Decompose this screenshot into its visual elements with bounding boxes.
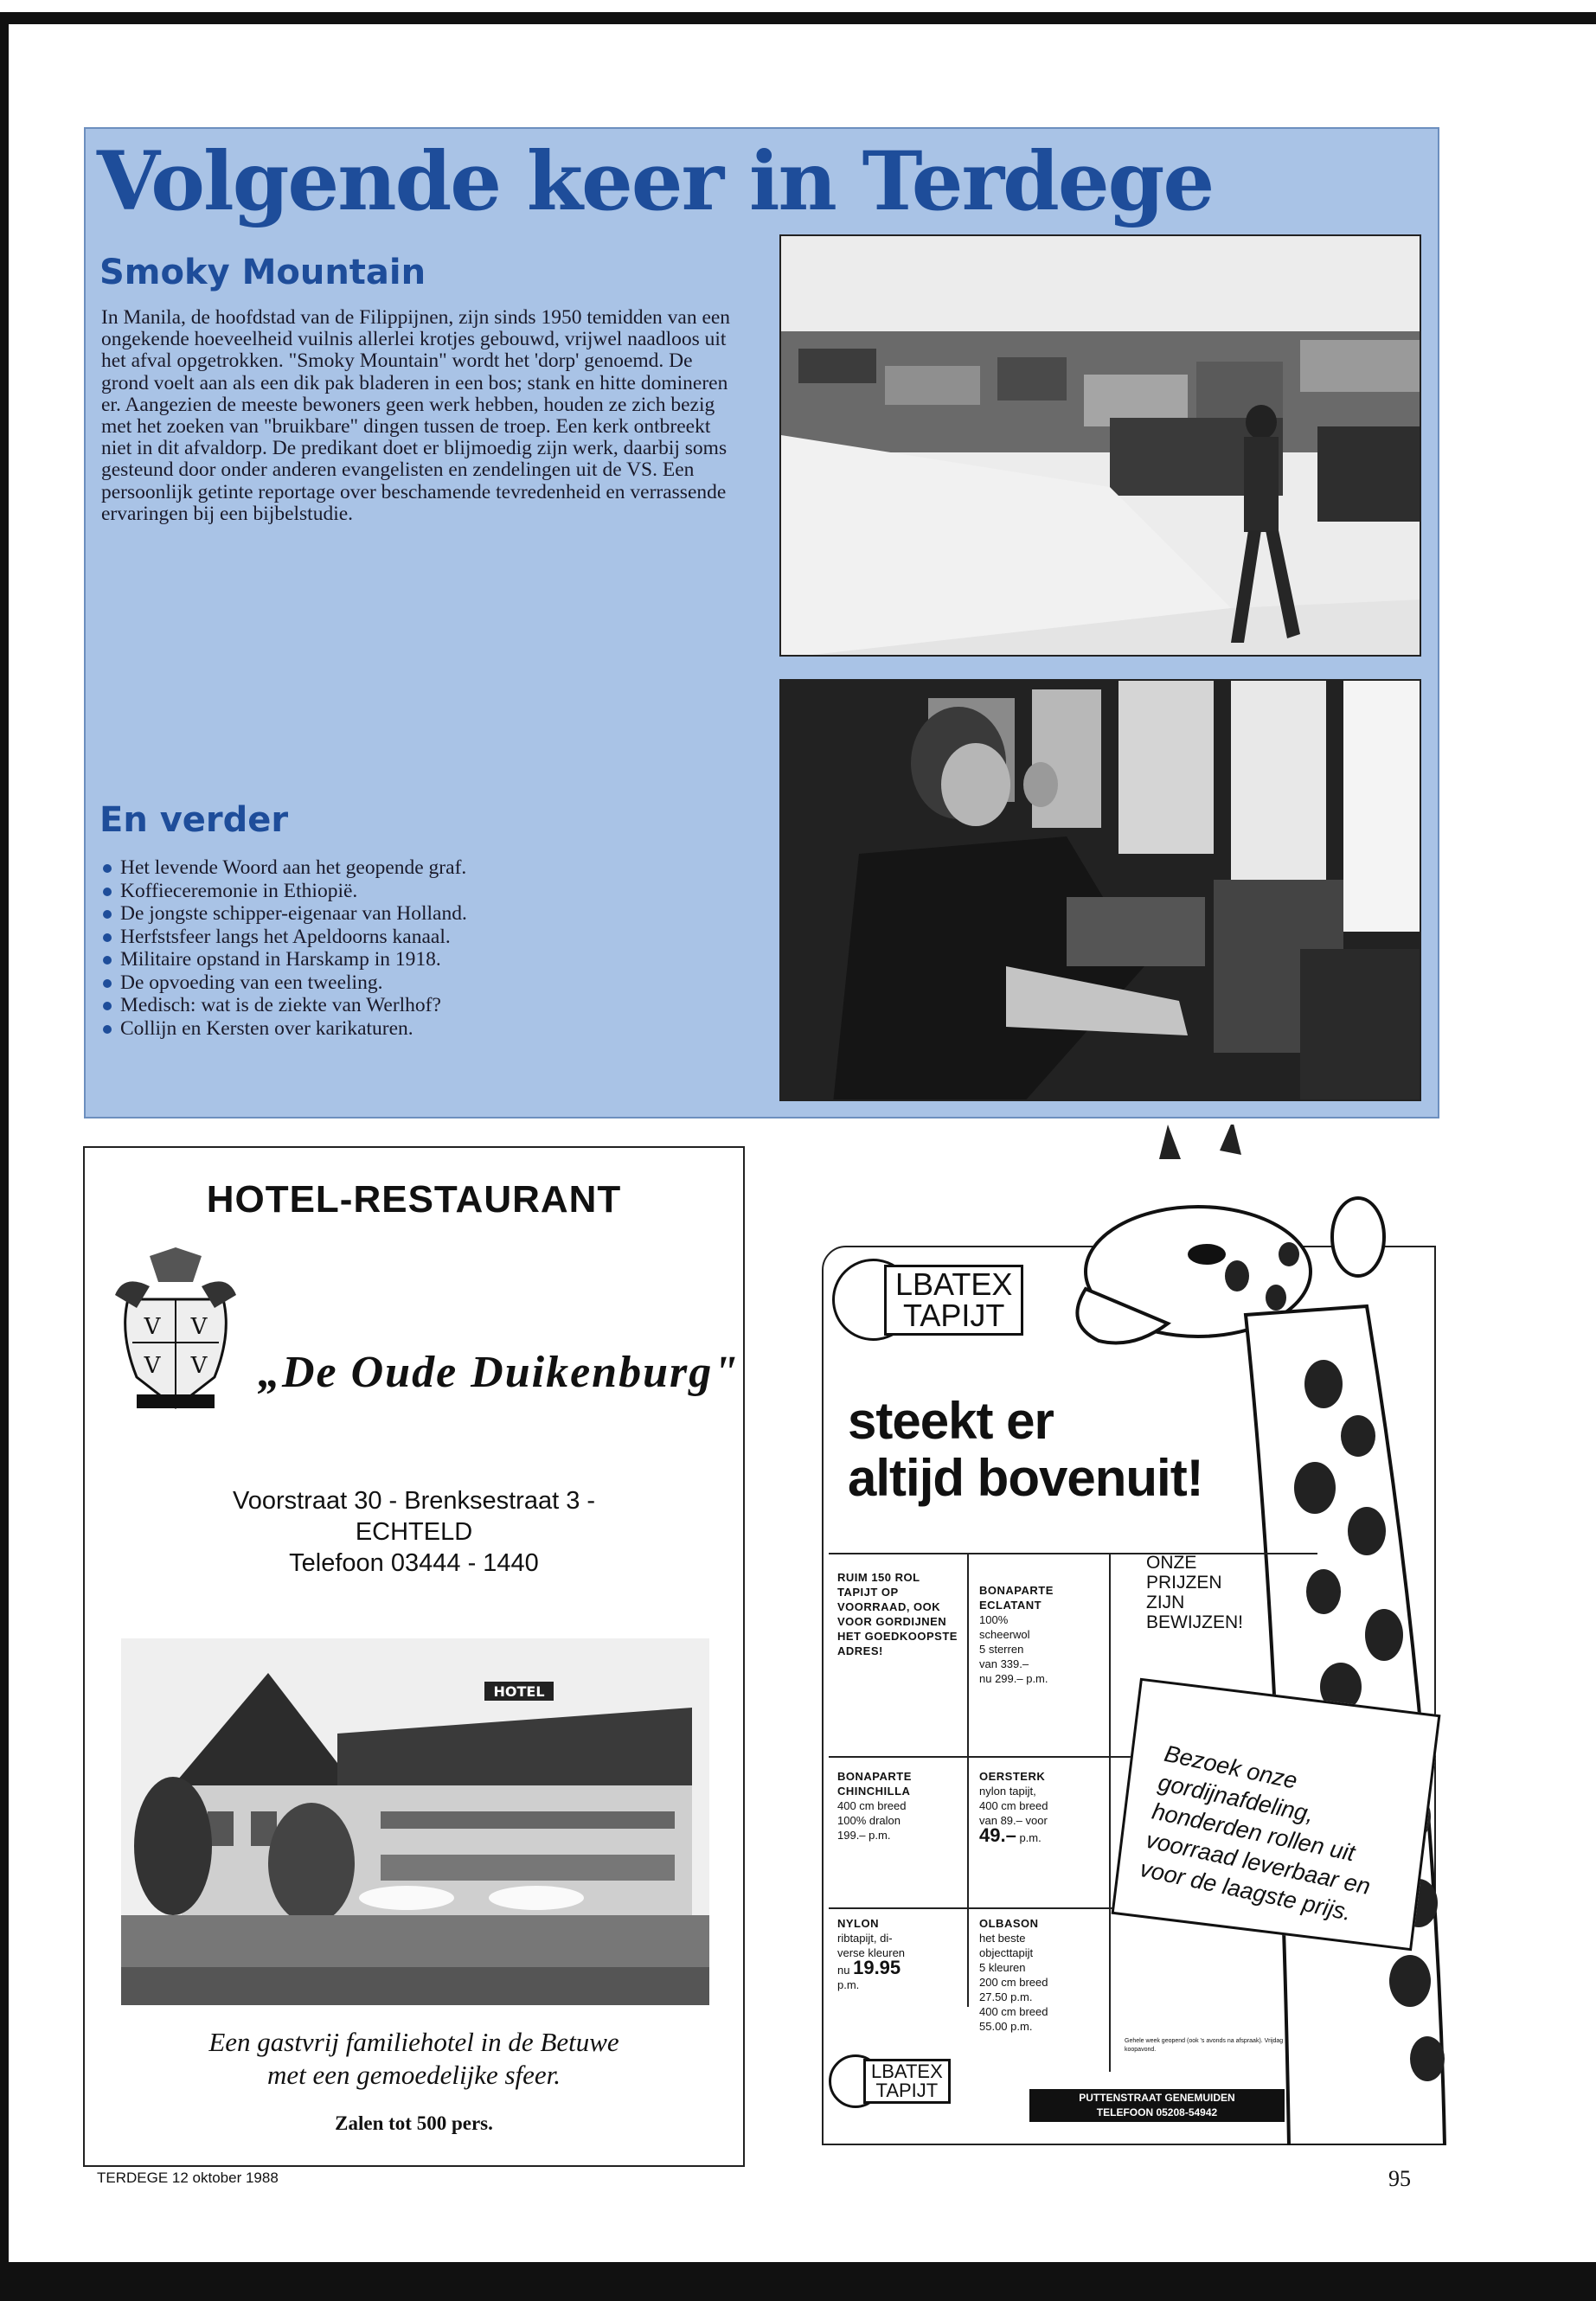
prices-line: BEWIJZEN!: [1146, 1612, 1244, 1632]
address-line: ECHTELD: [355, 1518, 473, 1546]
svg-text:V: V: [144, 1353, 161, 1379]
page-top-rule: [0, 12, 1596, 24]
hotel-name: „De Oude Duikenburg": [258, 1348, 740, 1397]
prices-line: PRIJZEN: [1146, 1573, 1222, 1593]
cell-line: 199.– p.m.: [837, 1829, 891, 1842]
product-cell: [979, 1583, 1100, 1686]
cell-line: 200 cm breed: [979, 1976, 1048, 1989]
logo-wordmark: [884, 1265, 1023, 1336]
product-cell: [837, 1769, 958, 1843]
list-item: Het levende Woord aan het geopende graf.: [101, 856, 741, 880]
cell-line: verse kleuren: [837, 1946, 906, 1959]
logo-line: LBATEX: [871, 2061, 943, 2082]
cell-title: BONAPARTE ECLATANT: [979, 1584, 1054, 1612]
grid-rule: [829, 1907, 1123, 1909]
cell-line: 5 kleuren: [979, 1961, 1026, 1974]
logo-line: TAPIJT: [903, 1297, 1005, 1333]
next-issue-headline: Volgende keer in Terdege: [97, 134, 1214, 229]
carpet-address: [1029, 2089, 1285, 2122]
page-bottom-rule: [0, 2262, 1596, 2301]
product-cell: [979, 1916, 1109, 2034]
cell-title: NYLON: [837, 1917, 879, 1930]
slogan-line: altijd bovenuit!: [848, 1449, 1203, 1507]
list-item: Herfstsfeer langs het Apeldoorns kanaal.: [101, 926, 741, 949]
product-cell: [979, 1769, 1100, 1845]
stock-cell: [837, 1570, 958, 1658]
feature-text: In Manila, de hoofdstad van de Filippijnen, zijn sinds 1950 temidden van een ongekende hoeveelheid vuilnis allerlei krotjes gebouwd, vrijwel naadloos uit het afval opgetrokken. "Smoky Mountain" wordt het 'dorp' genoemd. De grond voelt aan als een dik pak bladeren in een bos; stank en hitte domineren er. Aangezien de meeste bewoners geen werk hebben, houden ze zich bezig met het zoeken van "bruikbare" dingen tussen de troep. Een kerk ontbreekt niet in dit afvaldorp. De predikant doet er blijmoedig zijn werk, daarbij soms gesteund door onder anderen evangelisten en zendelingen uit de VS. Een persoonlijk getinte reportage over beschamende tevredenheid en verrassende ervaringen bij een bijbelstudie.: [101, 306, 731, 525]
opening-hours: Gehele week geopend (ook 's avonds na afspraak). Vrijdag koopavond.: [1125, 2038, 1284, 2053]
hotel-sign: HOTEL: [493, 1683, 545, 1700]
logo-wordmark: [863, 2059, 951, 2104]
cell-line: 27.50 p.m.: [979, 1990, 1033, 2003]
cell-title: OLBASON: [979, 1917, 1039, 1930]
carpet-slogan: [848, 1393, 1203, 1507]
prices-line: ZIJN: [1146, 1593, 1185, 1612]
svg-text:V: V: [144, 1314, 161, 1340]
more-title: En verder: [99, 800, 289, 840]
tagline-line: met een gemoedelijke sfeer.: [266, 2060, 561, 2090]
grid-rule: [829, 1553, 1317, 1554]
list-item: Medisch: wat is de ziekte van Werlhof?: [101, 994, 741, 1017]
hotel-photo: [121, 1638, 709, 2005]
cell-line: nylon tapijt,: [979, 1785, 1036, 1798]
slogan-line: steekt er: [848, 1392, 1054, 1450]
svg-text:V: V: [190, 1353, 208, 1379]
address-line: PUTTENSTRAAT GENEMUIDEN: [1079, 2092, 1235, 2104]
page-number: 95: [1388, 2166, 1411, 2191]
cell-line: 5 sterren: [979, 1643, 1024, 1656]
cell-line: van 89.– voor: [979, 1814, 1048, 1827]
svg-text:V: V: [190, 1314, 208, 1340]
cell-title: BONAPARTE CHINCHILLA: [837, 1770, 912, 1798]
cell-line: het beste: [979, 1932, 1026, 1945]
cell-price: 49.–: [979, 1824, 1016, 1846]
list-item: Koffieceremonie in Ethiopië.: [101, 880, 741, 903]
cell-line: van 339.–: [979, 1657, 1029, 1670]
hotel-rooms: Zalen tot 500 pers.: [335, 2112, 493, 2134]
hotel-phone: Telefoon 03444 - 1440: [289, 1549, 539, 1577]
olbatex-logo-bottom: [829, 2054, 951, 2108]
hotel-ad-title: HOTEL-RESTAURANT: [206, 1178, 622, 1221]
carpet-phone: TELEFOON 05208-54942: [1096, 2106, 1218, 2118]
olbatex-logo-top: [832, 1259, 1023, 1341]
cell-prefix: nu: [837, 1964, 850, 1977]
cell-suffix: p.m.: [837, 1978, 860, 1991]
cell-title: OERSTERK: [979, 1770, 1046, 1783]
address-line: Voorstraat 30 - Brenksestraat 3 -: [232, 1487, 596, 1515]
list-item: Collijn en Kersten over karikaturen.: [101, 1017, 741, 1041]
list-item: De opvoeding van een tweeling.: [101, 971, 741, 995]
issue-date: TERDEGE 12 oktober 1988: [97, 2170, 279, 2186]
cell-line: 100% dralon: [837, 1814, 901, 1827]
hotel-ad: [83, 1146, 745, 2167]
cell-line: 100%: [979, 1613, 1009, 1626]
cell-line: 400 cm breed: [979, 2005, 1048, 2018]
cell-line: ribtapijt, di-: [837, 1932, 893, 1945]
cell-line: 400 cm breed: [979, 1799, 1048, 1812]
prices-line: ONZE: [1146, 1553, 1197, 1573]
hotel-address: [119, 1485, 708, 1579]
prices-claim: [1146, 1553, 1243, 1632]
logo-line: LBATEX: [895, 1266, 1013, 1302]
cell-title: RUIM 150 ROL TAPIJT OP VOORRAAD, OOK VOOR GORDIJNEN HET GOEDKOOPSTE ADRES!: [837, 1571, 958, 1657]
cell-suffix: p.m.: [1019, 1831, 1042, 1844]
list-item: Militaire opstand in Harskamp in 1918.: [101, 948, 741, 971]
tagline-line: Een gastvrij familiehotel in de Betuwe: [208, 2027, 619, 2057]
cell-price: 19.95: [853, 1957, 901, 1978]
cell-line: objecttapijt: [979, 1946, 1034, 1959]
grid-rule: [1109, 1553, 1111, 2072]
skipper-photo: [779, 679, 1421, 1101]
cell-line: 55.00 p.m.: [979, 2020, 1033, 2033]
product-cell: [837, 1916, 958, 1992]
grid-rule: [829, 1756, 1136, 1758]
cell-line: nu 299.– p.m.: [979, 1672, 1048, 1685]
coat-of-arms-icon: [111, 1247, 240, 1412]
page-left-rule: [0, 12, 9, 2301]
list-item: De jongste schipper-eigenaar van Holland.: [101, 902, 741, 926]
feature-title: Smoky Mountain: [99, 253, 426, 292]
more-list: [101, 856, 741, 1040]
grid-rule: [967, 1553, 969, 2007]
price-tag-text: Bezoek onze gordijnafdeling, honderden rollen uit voorraad leverbaar en voor de laagste prijs.: [1138, 1740, 1373, 1926]
logo-line: TAPIJT: [875, 2080, 939, 2101]
cell-line: scheerwol: [979, 1628, 1030, 1641]
cell-line: 400 cm breed: [837, 1799, 907, 1812]
giraffe-illustration: [1064, 1125, 1462, 2145]
smoky-mountain-photo: [779, 234, 1421, 657]
hotel-tagline: [102, 2026, 726, 2092]
